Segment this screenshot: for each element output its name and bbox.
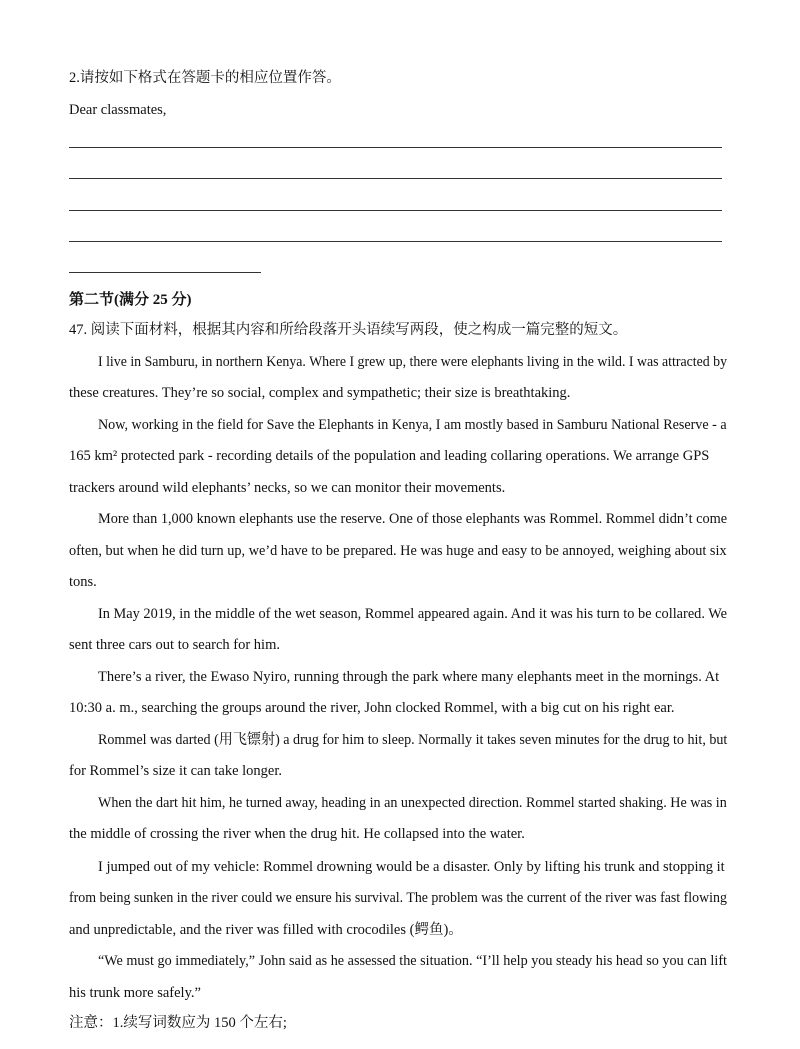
paragraph-line: for Rommel’s size it can take longer. <box>69 763 283 779</box>
paragraph-line: Now, working in the field for Save the Elephants in Kenya, I am mostly based in Samburu National Reserve - a <box>98 417 727 433</box>
paragraph-line: I jumped out of my vehicle: Rommel drowning would be a disaster. Only by lifting his trunk and stopping it <box>98 859 725 875</box>
paragraph-line: from being sunken in the river could we ensure his survival. The problem was the current of the river was fast flowing <box>69 890 727 906</box>
paragraph-line: his trunk more safely.” <box>69 985 201 1001</box>
greeting: Dear classmates, <box>69 102 167 118</box>
task-47: 47. 阅读下面材料，根据其内容和所给段落开头语续写两段，使之构成一篇完整的短文。 <box>69 322 628 338</box>
paragraph-line: “We must go immediately,” John said as he assessed the situation. “I’ll help you steady his head so you can lift <box>98 953 727 969</box>
answer-line-5 <box>69 272 261 273</box>
paragraph-line: 10:30 a. m., searching the groups around the river, John clocked Rommel, with a big cut on his right ear. <box>69 700 675 716</box>
paragraph-line: trackers around wild elephants’ necks, so we can monitor their movements. <box>69 480 506 496</box>
paragraph-line: the middle of crossing the river when the drug hit. He collapsed into the water. <box>69 826 525 842</box>
paragraph-line: and unpredictable, and the river was filled with crocodiles (鳄鱼)。 <box>69 922 463 938</box>
paragraph-line: I live in Samburu, in northern Kenya. Where I grew up, there were elephants living in the wild. I was attracted by <box>98 354 728 370</box>
answer-line-3 <box>69 210 722 211</box>
paragraph-line: More than 1,000 known elephants use the reserve. One of those elephants was Rommel. Rommel didn’t come <box>98 511 728 527</box>
answer-line-4 <box>69 241 722 242</box>
paragraph-line: There’s a river, the Ewaso Nyiro, running through the park where many elephants meet in the mornings. At <box>98 669 720 685</box>
paragraph-line: tons. <box>69 574 97 590</box>
section-heading: 第二节(满分 25 分) <box>69 292 192 308</box>
note: 注意：1.续写词数应为 150 个左右; <box>69 1015 287 1031</box>
paragraph-line: 165 km² protected park - recording details of the population and leading collaring operations. We arrange GPS <box>69 448 710 464</box>
paragraph-line: Rommel was darted (用飞镖射) a drug for him to sleep. Normally it takes seven minutes for the drug to hit, but <box>98 732 728 748</box>
paragraph-line: sent three cars out to search for him. <box>69 637 280 653</box>
paragraph-line: In May 2019, in the middle of the wet season, Rommel appeared again. And it was his turn to be collared. We <box>98 606 728 622</box>
paragraph-line: When the dart hit him, he turned away, heading in an unexpected direction. Rommel started shaking. He was in <box>98 795 727 811</box>
answer-line-1 <box>69 147 722 148</box>
paragraph-line: often, but when he did turn up, we’d have to be prepared. He was huge and easy to be annoyed, weighing about six <box>69 543 727 559</box>
instruction-2: 2.请按如下格式在答题卡的相应位置作答。 <box>69 70 341 86</box>
answer-line-2 <box>69 178 722 179</box>
paragraph-line: these creatures. They’re so social, complex and sympathetic; their size is breathtaking. <box>69 385 571 401</box>
